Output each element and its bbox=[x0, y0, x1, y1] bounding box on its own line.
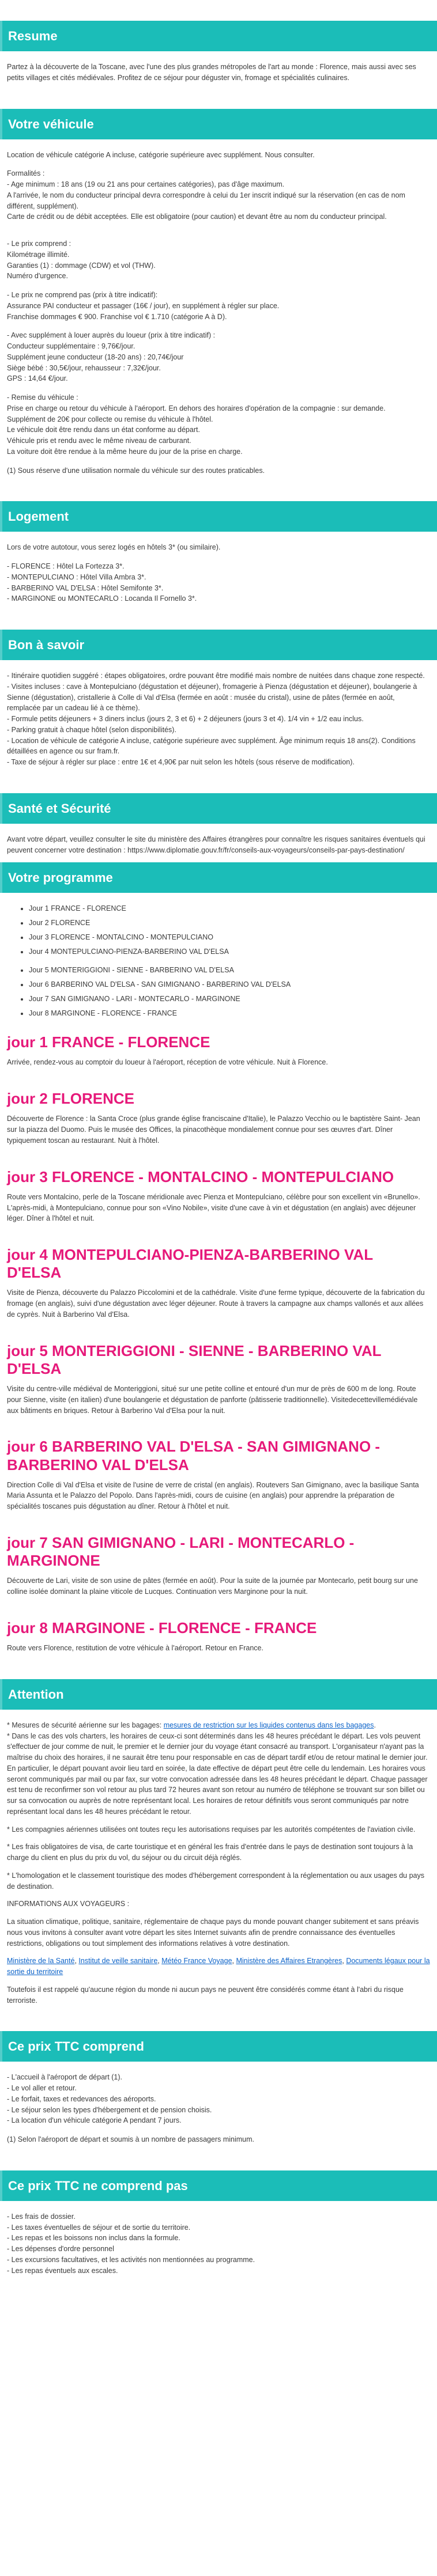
vehicule-line: Prise en charge ou retour du véhicule à l'aéroport. En dehors des horaires d'opération de la compagnie : sur demande. bbox=[7, 404, 386, 412]
vehicule-text bbox=[7, 150, 430, 476]
section-header-attention: Attention bbox=[0, 1679, 437, 1710]
programme-summary-item: • Jour 1 FRANCE - FLORENCE bbox=[29, 903, 430, 914]
logement-line: - MARGINONE ou MONTECARLO : Locanda Il Fornello 3*. bbox=[7, 594, 197, 603]
ne-comprend-pas-text bbox=[7, 2211, 430, 2276]
vehicule-line: Véhicule pris et rendu avec le même niveau de carburant. bbox=[7, 437, 191, 445]
comprend-line: - L'accueil à l'aéroport de départ (1). bbox=[7, 2073, 123, 2082]
day-title: jour 1 FRANCE - FLORENCE bbox=[7, 1033, 210, 1051]
bon-a-savoir-line: - Formule petits déjeuners + 3 diners inclus (jours 2, 3 et 6) + 2 déjeuners (jours 3 et 4). 1/4 vin + 1/2 eau inclus. bbox=[7, 715, 364, 723]
line-spacer bbox=[7, 322, 430, 330]
link-ministere-sante[interactable]: Ministère de la Santé bbox=[7, 1957, 75, 1965]
comprend-text bbox=[7, 2072, 430, 2145]
vehicule-line: Assurance PAI conducteur et passager (16€ / jour), en supplément à régler sur place. bbox=[7, 301, 280, 310]
attention-charter-note: * Dans le cas des vols charters, les horaires de ceux-ci sont déterminés dans les 48 heures précédant le départ. Les vols peuvent s'effectuer de jour comme de nuit, le premier et le dernier jour du voyage étant consacré au transport. L'organisateur n'ayant pas la maîtrise du choix des horaires, il ne saurait être tenu pour responsable en cas de départ tardif et/ou de retour matinal le dernier jour. En particulier, le départ pouvant avoir lieu tard en soirée, la date effective de départ peut être celle du lendemain. Les horaires vous seront communiqués par mail ou par fax, sur votre convocation adressée dans les 48 heures précédant le départ. Chaque passager est tenu de reconfirmer son vol retour au plus tard 72 heures avant son retour au numéro de téléphone se trouvant sur son billet ou sur sa convocation ou auprès de notre représentant local. Les horaires de retour définitifs vous seront communiqués par notre représentant local dans les 48 heures précédant le retour. bbox=[7, 1732, 428, 1816]
line-spacer bbox=[7, 230, 430, 238]
day-description: Route vers Florence, restitution de votre véhicule à l'aéroport. Retour en France. bbox=[7, 1644, 263, 1652]
vehicule-line: A l'arrivée, le nom du conducteur principal devra correspondre à celui du 1er inscrit indiqué sur la réservation (en cas de nom différent, supplément). bbox=[7, 191, 405, 210]
vehicule-line: - Le prix ne comprend pas (prix à titre indicatif): bbox=[7, 291, 158, 299]
vehicule-line: Le véhicule doit être rendu dans un état conforme au départ. bbox=[7, 426, 200, 434]
vehicule-line: Conducteur supplémentaire : 9,76€/jour. bbox=[7, 342, 135, 350]
bon-a-savoir-line: - Visites incluses : cave à Montepulciano (dégustation et déjeuner), fromagerie à Pienza (dégustation et déjeuner), boulangerie à Sienne (dégustation), cristallerie à Colle di Val d'Elsa (fermée en août : musée du cristal), usine de pâtes (fermée en août, remplacée par un cadeau lié à ce thème). bbox=[7, 682, 417, 713]
attention-airlines-note: * Les compagnies aériennes utilisées ont toutes reçu les autorisations requises par les autorités compétentes de l'aviation civile. bbox=[7, 1825, 416, 1833]
day-description: Visite du centre-ville médiéval de Monteriggioni, situé sur une petite colline et entouré d'un mur de près de 600 m de long. Route pour Sienne, visite (en italien) d'une boulangerie et dégustation de panforte (pâtisserie traditionnelle). Visitedecettevillemédiévale aux bâtiments en briques. Retour à Barberino Val d'Elsa pour la nuit. bbox=[7, 1385, 418, 1415]
programme-summary-item: • Jour 5 MONTERIGGIONI - SIENNE - BARBERINO VAL D'ELSA bbox=[29, 965, 430, 976]
link-affaires-etrangeres[interactable]: Ministère des Affaires Etrangères bbox=[236, 1957, 342, 1965]
bon-a-savoir-line: - Itinéraire quotidien suggéré : étapes obligatoires, ordre pouvant être modifié mais nombre de nuitées dans chaque zone respecté. bbox=[7, 672, 425, 680]
line-spacer bbox=[7, 222, 430, 230]
programme-summary-item: • Jour 7 SAN GIMIGNANO - LARI - MONTECARLO - MARGINONE bbox=[29, 994, 430, 1005]
bon-a-savoir-text bbox=[7, 670, 430, 768]
bon-a-savoir-line: - Parking gratuit à chaque hôtel (selon disponibilités). bbox=[7, 725, 176, 734]
bon-a-savoir-line: - Taxe de séjour à régler sur place : entre 1€ et 4,90€ par nuit selon les hôtels (sous réserve de modification). bbox=[7, 758, 355, 766]
line-spacer bbox=[7, 160, 430, 168]
comprend-line: - Le vol aller et retour. bbox=[7, 2084, 77, 2092]
resume-text: Partez à la découverte de la Toscane, avec l'une des plus grandes métropoles de l'art au monde : Florence, mais aussi avec ses petits villages et cités médiévales. Profitez de ce séjour pour déguster vin, fromage et spécialités culinaires. bbox=[7, 63, 416, 82]
day-description: Découverte de Lari, visite de son usine de pâtes (fermée en août). Pour la suite de la journée par Montecarlo, petit bourg sur une colline isolée dominant la plaine viticole de Lucques. Continuation vers Marginone pour la nuit. bbox=[7, 1577, 418, 1596]
line-spacer bbox=[7, 457, 430, 465]
link-veille-sanitaire[interactable]: Institut de veille sanitaire bbox=[78, 1957, 158, 1965]
programme-days bbox=[7, 1033, 430, 1654]
section-header-logement: Logement bbox=[0, 501, 437, 532]
day-title: jour 8 MARGINONE - FLORENCE - FRANCE bbox=[7, 1619, 317, 1636]
section-header-vehicule: Votre véhicule bbox=[0, 109, 437, 139]
page bbox=[0, 21, 437, 2293]
attention-final-note: Toutefois il est rappelé qu'aucune région du monde ni aucun pays ne peuvent être considérés comme étant à l'abri du risque terroriste. bbox=[7, 1985, 404, 2005]
line-spacer bbox=[7, 2126, 430, 2134]
comprend-line: (1) Selon l'aéroport de départ et soumis à un nombre de passagers minimum. bbox=[7, 2135, 254, 2143]
logement-line: - FLORENCE : Hôtel La Fortezza 3*. bbox=[7, 562, 125, 570]
vehicule-line: Carte de crédit ou de débit acceptées. Elle est obligatoire (pour caution) et devant être au nom du conducteur principal. bbox=[7, 213, 387, 221]
day-description: Découverte de Florence : la Santa Croce (plus grande église franciscaine d'Italie), le Palazzo Vecchio ou le baptistère Saint- Jean sur la piazza del Duomo. Puis le musée des Offices, la pinacothèque mondialement connue pour ses œuvres d'art. Dîner typiquement toscan au restaurant. Nuit à l'hôtel. bbox=[7, 1115, 420, 1145]
day-title: jour 2 FLORENCE bbox=[7, 1090, 135, 1108]
comprend-line: - La location d'un véhicule catégorie A pendant 7 jours. bbox=[7, 2116, 182, 2125]
day-title: jour 3 FLORENCE - MONTALCINO - MONTEPULCIANO bbox=[7, 1168, 394, 1185]
vehicule-line: Franchise dommages € 900. Franchise vol € 1.710 (catégorie A à D). bbox=[7, 312, 227, 321]
vehicule-line: (1) Sous réserve d'une utilisation normale du véhicule sur des routes praticables. bbox=[7, 466, 265, 475]
attention-baggage-suffix: . bbox=[374, 1721, 376, 1729]
ne-comprend-pas-line: - Les excursions facultatives, et les activités non mentionnées au programme. bbox=[7, 2255, 255, 2264]
attention-hotel-note: * L'homologation et le classement touristique des modes d'hébergement correspondent à la réglementation ou aux usages du pays de destination. bbox=[7, 1871, 424, 1891]
day-description: Visite de Pienza, découverte du Palazzo Piccolomini et de la cathédrale. Visite d'une ferme typique, découverte de la fabrication du fromage (en anglais), suivi d'une dégustation avec léger déjeuner. Route à travers la campagne aux champs vallonés et aux allées de cyprès. Nuit à Barberino Val d'Elsa. bbox=[7, 1289, 425, 1319]
vehicule-line: La voiture doit être rendue à la même heure du jour de la prise en charge. bbox=[7, 447, 243, 456]
vehicule-line: Numéro d'urgence. bbox=[7, 272, 68, 281]
vehicule-line: - Remise du véhicule : bbox=[7, 393, 78, 401]
section-header-programme: Votre programme bbox=[0, 862, 437, 893]
sante-text: Avant votre départ, veuillez consulter le site du ministère des Affaires étrangères pour connaître les risques sanitaires éventuels qui peuvent concerner votre destination : https://www.diplomatie.gouv.fr/fr/conseils-aux-voyageurs/conseils-par-pays-destination/ bbox=[7, 835, 425, 854]
vehicule-line: Kilométrage illimité. bbox=[7, 250, 70, 259]
vehicule-line: Supplément jeune conducteur (18-20 ans) : 20,74€/jour bbox=[7, 353, 184, 361]
vehicule-line: Formalités : bbox=[7, 169, 45, 178]
vehicule-line: GPS : 14,64 €/jour. bbox=[7, 374, 68, 383]
programme-summary-item: • Jour 2 FLORENCE bbox=[29, 918, 430, 929]
attention-baggage-note bbox=[7, 1720, 430, 1731]
vehicule-line: - Le prix comprend : bbox=[7, 240, 71, 248]
vehicule-line: Location de véhicule catégorie A incluse, catégorie supérieure avec supplément. Nous consulter. bbox=[7, 150, 315, 159]
info-voyageurs-title: INFORMATIONS AUX VOYAGEURS : bbox=[7, 1900, 130, 1908]
line-spacer bbox=[7, 384, 430, 392]
ne-comprend-pas-line: - Les repas éventuels aux escales. bbox=[7, 2266, 118, 2275]
logement-line: - MONTEPULCIANO : Hôtel Villa Ambra 3*. bbox=[7, 573, 146, 581]
ne-comprend-pas-line: - Les taxes éventuelles de séjour et de sortie du territoire. bbox=[7, 2223, 191, 2232]
link-meteo-france[interactable]: Météo France Voyage bbox=[161, 1957, 232, 1965]
section-header-comprend: Ce prix TTC comprend bbox=[0, 2031, 437, 2062]
programme-summary-list-2 bbox=[7, 965, 430, 1018]
day-description: Arrivée, rendez-vous au comptoir du loueur à l'aéroport, réception de votre véhicule. Nuit à Florence. bbox=[7, 1058, 328, 1067]
link-documents-legaux[interactable]: Documents légaux pour la sortie du territoire bbox=[7, 1957, 430, 1976]
comprend-line: - Le forfait, taxes et redevances des aéroports. bbox=[7, 2094, 156, 2103]
day-title: jour 7 SAN GIMIGNANO - LARI - MONTECARLO - MARGINONE bbox=[7, 1533, 355, 1570]
day-title: jour 5 MONTERIGGIONI - SIENNE - BARBERINO VAL D'ELSA bbox=[7, 1342, 382, 1377]
day-title: jour 4 MONTEPULCIANO-PIENZA-BARBERINO VAL D'ELSA bbox=[7, 1246, 373, 1282]
ne-comprend-pas-line: - Les frais de dossier. bbox=[7, 2212, 76, 2221]
ne-comprend-pas-line: - Les dépenses d'ordre personnel bbox=[7, 2245, 114, 2253]
logement-line: Lors de votre autotour, vous serez logés en hôtels 3* (ou similaire). bbox=[7, 543, 221, 552]
programme-summary-list bbox=[7, 903, 430, 957]
section-header-sante: Santé et Sécurité bbox=[0, 793, 437, 824]
attention-baggage-prefix: * Mesures de sécurité aérienne sur les bagages: bbox=[7, 1721, 164, 1729]
section-header-bon-a-savoir: Bon à savoir bbox=[0, 630, 437, 660]
programme-summary-item: • Jour 6 BARBERINO VAL D'ELSA - SAN GIMIGNANO - BARBERINO VAL D'ELSA bbox=[29, 979, 430, 990]
bon-a-savoir-line: - Location de véhicule de catégorie A incluse, catégorie supérieure avec supplément. Âge minimum requis 18 ans(2). Conditions détaillées en agence ou sur fram.fr. bbox=[7, 736, 416, 756]
day-description: Route vers Montalcino, perle de la Toscane méridionale avec Pienza et Montepulciano, célèbre pour son excellent vin «Brunello». L'après-midi, à Montepulciano, connue pour son «Vino Nobile», visite d'une cave à vin et dégustation (en anglais) avec déjeuner léger. Dîner à l'hôtel et nuit. bbox=[7, 1192, 420, 1223]
programme-summary-item: • Jour 3 FLORENCE - MONTALCINO - MONTEPULCIANO bbox=[29, 932, 430, 943]
section-header-resume: Resume bbox=[0, 21, 437, 51]
comprend-line: - Le séjour selon les types d'hébergement et de pension choisis. bbox=[7, 2105, 212, 2114]
info-links: Ministère de la Santé, Institut de veille sanitaire, Météo France Voyage, Ministère des Affaires Etrangères, Documents légaux pour la sortie du territoire bbox=[7, 1957, 430, 1976]
vehicule-line: Supplément de 20€ pour collecte ou remise du véhicule à l'hôtel. bbox=[7, 415, 213, 423]
attention-visa-note: * Les frais obligatoires de visa, de carte touristique et en général les frais d'entrée dans le pays de destination sont toujours à la charge du client en plus du prix du vol, du séjour ou du circuit déjà réglés. bbox=[7, 1843, 413, 1862]
vehicule-line: - Avec supplément à louer auprès du loueur (prix à titre indicatif) : bbox=[7, 331, 216, 340]
line-spacer bbox=[7, 553, 430, 561]
day-title: jour 6 BARBERINO VAL D'ELSA - SAN GIMIGNANO - BARBERINO VAL D'ELSA bbox=[7, 1438, 381, 1473]
programme-summary-item: • Jour 8 MARGINONE - FLORENCE - FRANCE bbox=[29, 1008, 430, 1019]
logement-text bbox=[7, 542, 430, 604]
liquids-restriction-link[interactable]: mesures de restriction sur les liquides contenus dans les bagages bbox=[163, 1721, 374, 1729]
info-voyageurs-text: La situation climatique, politique, sanitaire, réglementaire de chaque pays du monde pouvant changer subitement et sans préavis nous vous invitons à consulter avant votre départ les sites Internet suivants afin de prendre connaissance des éventuelles restrictions, obligations ou tout simplement des informations relatives à votre destination. bbox=[7, 1918, 419, 1948]
vehicule-line: Siège bébé : 30,5€/jour, rehausseur : 7,32€/jour. bbox=[7, 363, 161, 372]
vehicule-line: - Age minimum : 18 ans (19 ou 21 ans pour certaines catégories), pas d'âge maximum. bbox=[7, 180, 285, 188]
logement-line: - BARBERINO VAL D'ELSA : Hôtel Semifonte 3*. bbox=[7, 584, 164, 592]
line-spacer bbox=[7, 282, 430, 290]
day-description: Direction Colle di Val d'Elsa et visite de l'usine de verre de cristal (en anglais). Routevers San Gimignano, avec la basilique Santa Maria Assunta et le Palazzo del Popolo. Dans l'après-midi, cours de cuisine (en anglais) pour apprendre la préparation de spécialités toscanes puis dégustation au dîner. Retour à l'hôtel et nuit. bbox=[7, 1480, 419, 1511]
section-header-ne-comprend-pas: Ce prix TTC ne comprend pas bbox=[0, 2170, 437, 2201]
ne-comprend-pas-line: - Les repas et les boissons non inclus dans la formule. bbox=[7, 2234, 180, 2242]
vehicule-line: Garanties (1) : dommage (CDW) et vol (THW). bbox=[7, 261, 156, 270]
programme-summary-item: • Jour 4 MONTEPULCIANO-PIENZA-BARBERINO VAL D'ELSA bbox=[29, 946, 430, 957]
